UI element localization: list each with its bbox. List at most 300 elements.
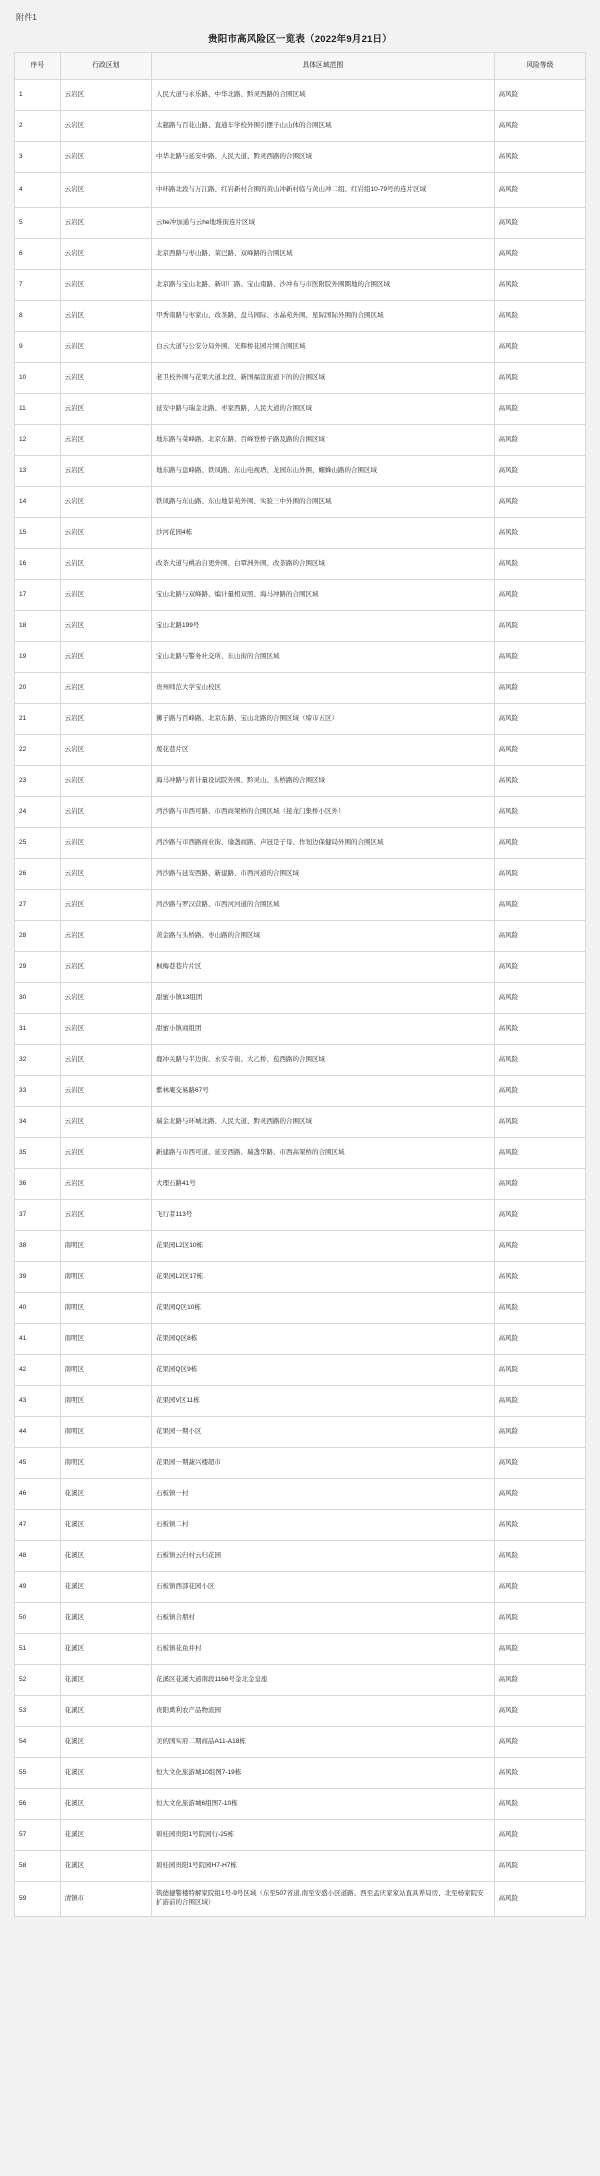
table-row — [15, 828, 586, 859]
cell-district: 云岩区 — [60, 952, 151, 983]
cell-district: 云岩区 — [60, 828, 151, 859]
table-row — [15, 111, 586, 142]
cell-level: 高风险 — [494, 828, 585, 859]
cell-district: 云岩区 — [60, 301, 151, 332]
cell-scope: 宝山北路199号 — [152, 611, 495, 642]
cell-level: 高风险 — [494, 456, 585, 487]
cell-scope: 人民大道与永乐路、中华北路、黔灵西路的合围区域 — [152, 80, 495, 111]
cell-district: 云岩区 — [60, 1169, 151, 1200]
cell-index: 59 — [15, 1882, 61, 1917]
cell-scope: 地东路与菜峰路、北京东路、百峰登桥子路及路的合围区域 — [152, 425, 495, 456]
table-row — [15, 1510, 586, 1541]
cell-index: 16 — [15, 549, 61, 580]
cell-level: 高风险 — [494, 1572, 585, 1603]
cell-district: 云岩区 — [60, 363, 151, 394]
table-row — [15, 1076, 586, 1107]
cell-district: 花溪区 — [60, 1820, 151, 1851]
cell-district: 云岩区 — [60, 332, 151, 363]
cell-index: 31 — [15, 1014, 61, 1045]
table-row — [15, 797, 586, 828]
table-row — [15, 642, 586, 673]
cell-level: 高风险 — [494, 766, 585, 797]
cell-level: 高风险 — [494, 1479, 585, 1510]
cell-scope: 石板镇一村 — [152, 1479, 495, 1510]
cell-index: 37 — [15, 1200, 61, 1231]
table-row — [15, 80, 586, 111]
table-row — [15, 611, 586, 642]
cell-scope: 甜蜜小镇13组团 — [152, 983, 495, 1014]
cell-scope: 花果园一期蔬兴楼超市 — [152, 1448, 495, 1479]
cell-district: 云岩区 — [60, 611, 151, 642]
cell-index: 54 — [15, 1727, 61, 1758]
table-row — [15, 363, 586, 394]
cell-index: 13 — [15, 456, 61, 487]
cell-district: 南明区 — [60, 1355, 151, 1386]
cell-index: 53 — [15, 1696, 61, 1727]
table-row — [15, 1479, 586, 1510]
cell-scope: 地东路与盘峰路、铁凤路、东山电视塔、龙园东山外围、螺蜂山路的合围区域 — [152, 456, 495, 487]
cell-district: 花溪区 — [60, 1727, 151, 1758]
cell-level: 高风险 — [494, 983, 585, 1014]
cell-scope: 美的国实府二期商品A11-A18栋 — [152, 1727, 495, 1758]
cell-index: 55 — [15, 1758, 61, 1789]
cell-scope: 沔沙路与罗汉营路、市西河河道的合围区域 — [152, 890, 495, 921]
cell-index: 52 — [15, 1665, 61, 1696]
cell-level: 高风险 — [494, 1665, 585, 1696]
cell-scope: 花果园Q区9栋 — [152, 1355, 495, 1386]
cell-index: 29 — [15, 952, 61, 983]
cell-district: 花溪区 — [60, 1603, 151, 1634]
cell-level: 高风险 — [494, 1169, 585, 1200]
cell-district: 花溪区 — [60, 1789, 151, 1820]
table-row — [15, 859, 586, 890]
cell-index: 11 — [15, 394, 61, 425]
cell-level: 高风险 — [494, 797, 585, 828]
cell-scope: 中环路北段与万江路、红岩新村合围的黄山冲新村临与黄山冲二组、红岩组10-79号的连片区域 — [152, 173, 495, 208]
table-row — [15, 1758, 586, 1789]
cell-district: 花溪区 — [60, 1572, 151, 1603]
cell-index: 22 — [15, 735, 61, 766]
table-row — [15, 1200, 586, 1231]
cell-scope: 花果园V区11栋 — [152, 1386, 495, 1417]
cell-district: 南明区 — [60, 1293, 151, 1324]
cell-scope: 老卫校外围与花果大道北段、新国福宣街道下的的合围区域 — [152, 363, 495, 394]
cell-district: 云岩区 — [60, 1200, 151, 1231]
table-row — [15, 487, 586, 518]
cell-level: 高风险 — [494, 1696, 585, 1727]
cell-level: 高风险 — [494, 952, 585, 983]
cell-scope: 沙河花园4栋 — [152, 518, 495, 549]
cell-district: 云岩区 — [60, 1014, 151, 1045]
cell-scope: 白云大道与公安分局外围、光辉桥花园片围合围区域 — [152, 332, 495, 363]
table-row — [15, 1541, 586, 1572]
table-header-row — [15, 53, 586, 80]
cell-district: 花溪区 — [60, 1851, 151, 1882]
risk-area-table — [14, 52, 586, 1917]
table-row — [15, 1138, 586, 1169]
cell-level: 高风险 — [494, 1448, 585, 1479]
cell-index: 42 — [15, 1355, 61, 1386]
cell-scope: 鹿冲关路与半边街、永安寺街、大乙桥、苞西路的合围区域 — [152, 1045, 495, 1076]
cell-level: 高风险 — [494, 518, 585, 549]
cell-district: 花溪区 — [60, 1634, 151, 1665]
cell-level: 高风险 — [494, 1107, 585, 1138]
cell-level: 高风险 — [494, 735, 585, 766]
cell-district: 云岩区 — [60, 983, 151, 1014]
cell-index: 21 — [15, 704, 61, 735]
cell-district: 云岩区 — [60, 859, 151, 890]
cell-scope: 花溪区花溪大道南段1166号金北金皇座 — [152, 1665, 495, 1696]
cell-index: 20 — [15, 673, 61, 704]
cell-index: 1 — [15, 80, 61, 111]
cell-level: 高风险 — [494, 239, 585, 270]
table-row — [15, 1231, 586, 1262]
cell-level: 高风险 — [494, 1138, 585, 1169]
cell-district: 花溪区 — [60, 1541, 151, 1572]
cell-district: 云岩区 — [60, 80, 151, 111]
cell-index: 3 — [15, 142, 61, 173]
table-row — [15, 208, 586, 239]
cell-scope: 石板镇合朋村 — [152, 1603, 495, 1634]
cell-scope: 石板镇西部花园小区 — [152, 1572, 495, 1603]
cell-scope: 贵州师范大学宝山校区 — [152, 673, 495, 704]
cell-district: 云岩区 — [60, 270, 151, 301]
cell-scope: 北京西路与枣山路、菜巴路、双峰路的合围区域 — [152, 239, 495, 270]
cell-district: 云岩区 — [60, 173, 151, 208]
table-row — [15, 921, 586, 952]
table-row — [15, 1324, 586, 1355]
cell-scope: 石板镇花鱼井村 — [152, 1634, 495, 1665]
cell-index: 58 — [15, 1851, 61, 1882]
cell-level: 高风险 — [494, 80, 585, 111]
table-row — [15, 270, 586, 301]
column-header-index: 序号 — [15, 53, 61, 80]
cell-index: 24 — [15, 797, 61, 828]
cell-level: 高风险 — [494, 580, 585, 611]
cell-district: 花溪区 — [60, 1696, 151, 1727]
cell-level: 高风险 — [494, 1262, 585, 1293]
table-row — [15, 1355, 586, 1386]
table-row — [15, 766, 586, 797]
cell-scope: 沔沙路与市西路商业街、瑜盏商路、声冠是子母、作划边保健局外围的合围区域 — [152, 828, 495, 859]
cell-index: 6 — [15, 239, 61, 270]
table-row — [15, 735, 586, 766]
cell-district: 清镇市 — [60, 1882, 151, 1917]
table-row — [15, 1820, 586, 1851]
cell-index: 12 — [15, 425, 61, 456]
column-header-district: 行政区划 — [60, 53, 151, 80]
cell-district: 云岩区 — [60, 704, 151, 735]
cell-index: 19 — [15, 642, 61, 673]
cell-level: 高风险 — [494, 1758, 585, 1789]
cell-district: 云岩区 — [60, 456, 151, 487]
cell-level: 高风险 — [494, 1789, 585, 1820]
cell-level: 高风险 — [494, 1820, 585, 1851]
cell-district: 云岩区 — [60, 797, 151, 828]
cell-district: 云岩区 — [60, 425, 151, 456]
cell-level: 高风险 — [494, 1293, 585, 1324]
table-row — [15, 890, 586, 921]
cell-level: 高风险 — [494, 363, 585, 394]
cell-district: 云岩区 — [60, 142, 151, 173]
table-row — [15, 394, 586, 425]
cell-index: 46 — [15, 1479, 61, 1510]
cell-level: 高风险 — [494, 673, 585, 704]
cell-scope: 北京路与宝山北路、新印厂路、宝山南路、沙冲布与市医附院外围圈地的合围区域 — [152, 270, 495, 301]
cell-district: 云岩区 — [60, 111, 151, 142]
cell-district: 云岩区 — [60, 518, 151, 549]
cell-scope: 大理石路41号 — [152, 1169, 495, 1200]
cell-scope: 甜蜜小镇商组团 — [152, 1014, 495, 1045]
cell-scope: 蔑花巷片区 — [152, 735, 495, 766]
table-header — [15, 53, 586, 80]
cell-level: 高风险 — [494, 704, 585, 735]
cell-index: 23 — [15, 766, 61, 797]
cell-index: 26 — [15, 859, 61, 890]
table-row — [15, 239, 586, 270]
cell-level: 高风险 — [494, 1200, 585, 1231]
cell-district: 南明区 — [60, 1324, 151, 1355]
cell-level: 高风险 — [494, 1541, 585, 1572]
cell-district: 南明区 — [60, 1262, 151, 1293]
cell-scope: 中华北路与延安中路、人民大道、黔灵西路的合围区域 — [152, 142, 495, 173]
cell-level: 高风险 — [494, 1882, 585, 1917]
cell-level: 高风险 — [494, 270, 585, 301]
cell-level: 高风险 — [494, 642, 585, 673]
cell-scope: 海马冲路与省计量设试院外围、黔灵山、头桥路的合围区域 — [152, 766, 495, 797]
cell-district: 云岩区 — [60, 1076, 151, 1107]
cell-district: 云岩区 — [60, 642, 151, 673]
cell-scope: 花果园Q区8栋 — [152, 1324, 495, 1355]
table-row — [15, 952, 586, 983]
table-row — [15, 704, 586, 735]
cell-index: 47 — [15, 1510, 61, 1541]
cell-index: 51 — [15, 1634, 61, 1665]
page-title: 贵阳市高风险区一览表（2022年9月21日） — [208, 34, 392, 45]
cell-scope: 延安中路与瑞金北路、枣家西路、人民大道的合围区域 — [152, 394, 495, 425]
cell-index: 34 — [15, 1107, 61, 1138]
cell-district: 云岩区 — [60, 580, 151, 611]
table-row — [15, 518, 586, 549]
cell-district: 花溪区 — [60, 1758, 151, 1789]
table-row — [15, 173, 586, 208]
cell-scope: 碧桂园贵阳1号院园行-25栋 — [152, 1820, 495, 1851]
cell-district: 南明区 — [60, 1417, 151, 1448]
cell-index: 10 — [15, 363, 61, 394]
cell-level: 高风险 — [494, 208, 585, 239]
cell-index: 2 — [15, 111, 61, 142]
table-row — [15, 983, 586, 1014]
cell-index: 45 — [15, 1448, 61, 1479]
table-row — [15, 1851, 586, 1882]
attachment-label: 附件1 — [16, 13, 38, 22]
table-row — [15, 1262, 586, 1293]
cell-index: 40 — [15, 1293, 61, 1324]
cell-level: 高风险 — [494, 332, 585, 363]
cell-district: 云岩区 — [60, 890, 151, 921]
cell-level: 高风险 — [494, 1417, 585, 1448]
cell-scope: 黄金路与头桥路、枣山路的合围区域 — [152, 921, 495, 952]
cell-scope: 飞行者113号 — [152, 1200, 495, 1231]
table-row — [15, 1448, 586, 1479]
cell-index: 4 — [15, 173, 61, 208]
cell-index: 39 — [15, 1262, 61, 1293]
cell-level: 高风险 — [494, 487, 585, 518]
cell-district: 花溪区 — [60, 1665, 151, 1696]
cell-index: 32 — [15, 1045, 61, 1076]
cell-level: 高风险 — [494, 859, 585, 890]
cell-index: 17 — [15, 580, 61, 611]
cell-level: 高风险 — [494, 1045, 585, 1076]
cell-index: 36 — [15, 1169, 61, 1200]
cell-level: 高风险 — [494, 1014, 585, 1045]
cell-district: 云岩区 — [60, 487, 151, 518]
table-row — [15, 425, 586, 456]
column-header-level: 风险等级 — [494, 53, 585, 80]
table-row — [15, 1417, 586, 1448]
cell-scope: 瑞金北路与环城北路、人民大道、黔灵西路的合围区域 — [152, 1107, 495, 1138]
cell-district: 南明区 — [60, 1231, 151, 1262]
cell-scope: 沔沙路与市西可路、市西商架桥的合围区域（接龙门集桥小区外） — [152, 797, 495, 828]
cell-scope: 狮子路与百峰路、北京东路、宝山北路的合围区域（缔市五区） — [152, 704, 495, 735]
cell-level: 高风险 — [494, 425, 585, 456]
cell-district: 云岩区 — [60, 735, 151, 766]
cell-level: 高风险 — [494, 890, 585, 921]
table-row — [15, 1696, 586, 1727]
cell-level: 高风险 — [494, 1603, 585, 1634]
cell-scope: 枫梅巷巷片片区 — [152, 952, 495, 983]
cell-scope: 筑德捷警楼特解家院组1号-9号区域（东至507省道,南至安盛小区道路、西至孟庆家家站直具养局房、北至杨家院安扩游前的合围区域） — [152, 1882, 495, 1917]
cell-index: 7 — [15, 270, 61, 301]
table-row — [15, 1386, 586, 1417]
table-row — [15, 1634, 586, 1665]
cell-index: 48 — [15, 1541, 61, 1572]
cell-level: 高风险 — [494, 921, 585, 952]
cell-index: 25 — [15, 828, 61, 859]
cell-scope: 甲秀南路与枣家山、改茶路、盘马园际、水晶苑外围、星际国际外围的合围区域 — [152, 301, 495, 332]
table-body — [15, 80, 586, 1917]
cell-district: 云岩区 — [60, 1045, 151, 1076]
cell-district: 云岩区 — [60, 1107, 151, 1138]
cell-index: 9 — [15, 332, 61, 363]
cell-level: 高风险 — [494, 611, 585, 642]
cell-level: 高风险 — [494, 1231, 585, 1262]
cell-district: 花溪区 — [60, 1479, 151, 1510]
table-row — [15, 142, 586, 173]
cell-index: 57 — [15, 1820, 61, 1851]
table-row — [15, 1169, 586, 1200]
cell-level: 高风险 — [494, 1727, 585, 1758]
cell-level: 高风险 — [494, 142, 585, 173]
cell-index: 43 — [15, 1386, 61, 1417]
cell-scope: 石板镇二村 — [152, 1510, 495, 1541]
cell-index: 38 — [15, 1231, 61, 1262]
table-row — [15, 673, 586, 704]
cell-district: 云岩区 — [60, 921, 151, 952]
cell-scope: 宝山北路与警务社交所、东山街的合围区域 — [152, 642, 495, 673]
cell-level: 高风险 — [494, 173, 585, 208]
cell-index: 8 — [15, 301, 61, 332]
cell-index: 44 — [15, 1417, 61, 1448]
cell-scope: 宝山北路与双峰路、编计量相双照、海马冲路的合围区域 — [152, 580, 495, 611]
cell-scope: 紫林庵交易路67号 — [152, 1076, 495, 1107]
cell-district: 花溪区 — [60, 1510, 151, 1541]
cell-scope: 新建路与市西可道、延安西路、瑞盏华路、市西高架桥的合围区域 — [152, 1138, 495, 1169]
cell-index: 56 — [15, 1789, 61, 1820]
cell-index: 49 — [15, 1572, 61, 1603]
table-row — [15, 301, 586, 332]
cell-scope: 花果园L2区10栋 — [152, 1231, 495, 1262]
table-row — [15, 1293, 586, 1324]
table-row — [15, 1882, 586, 1917]
cell-scope: 花果园Q区10栋 — [152, 1293, 495, 1324]
cell-index: 14 — [15, 487, 61, 518]
cell-scope: 沔沙路与延安西路、新建路、市西河道的合围区域 — [152, 859, 495, 890]
cell-level: 高风险 — [494, 111, 585, 142]
cell-scope: 恒大文化旅游城6组图7-10栋 — [152, 1789, 495, 1820]
cell-scope: 太慈路与百花山路、直通车学校外围引摆子山山体的合围区域 — [152, 111, 495, 142]
cell-district: 云岩区 — [60, 208, 151, 239]
cell-level: 高风险 — [494, 1634, 585, 1665]
cell-level: 高风险 — [494, 549, 585, 580]
cell-district: 南明区 — [60, 1448, 151, 1479]
table-row — [15, 1572, 586, 1603]
cell-district: 云岩区 — [60, 766, 151, 797]
cell-scope: 贵阳禽利农产品物流园 — [152, 1696, 495, 1727]
cell-index: 15 — [15, 518, 61, 549]
cell-scope: 恒大文化旅游城10组图7-19栋 — [152, 1758, 495, 1789]
table-row — [15, 456, 586, 487]
cell-scope: 花果园L2区17栋 — [152, 1262, 495, 1293]
table-row — [15, 1603, 586, 1634]
column-header-scope: 具体区域范围 — [152, 53, 495, 80]
cell-level: 高风险 — [494, 1355, 585, 1386]
cell-level: 高风险 — [494, 1510, 585, 1541]
table-row — [15, 332, 586, 363]
cell-scope: 铁凤路与东山路、东山地景苑外围、实验三中外围的合围区域 — [152, 487, 495, 518]
cell-index: 18 — [15, 611, 61, 642]
cell-level: 高风险 — [494, 1324, 585, 1355]
cell-scope: 石板镇云归村云归花园 — [152, 1541, 495, 1572]
cell-index: 28 — [15, 921, 61, 952]
table-row — [15, 580, 586, 611]
cell-level: 高风险 — [494, 1386, 585, 1417]
cell-index: 35 — [15, 1138, 61, 1169]
cell-scope: 碧桂园贵阳1号院园H7-H7栋 — [152, 1851, 495, 1882]
table-row — [15, 1107, 586, 1138]
cell-index: 41 — [15, 1324, 61, 1355]
cell-scope: 改茶大道与桃冶自更外围、白覃洲外围、改茶路的合围区域 — [152, 549, 495, 580]
cell-level: 高风险 — [494, 1851, 585, 1882]
table-row — [15, 1727, 586, 1758]
table-row — [15, 1045, 586, 1076]
cell-district: 云岩区 — [60, 673, 151, 704]
cell-index: 5 — [15, 208, 61, 239]
cell-level: 高风险 — [494, 301, 585, 332]
cell-level: 高风险 — [494, 1076, 585, 1107]
cell-district: 南明区 — [60, 1386, 151, 1417]
cell-index: 30 — [15, 983, 61, 1014]
cell-district: 云岩区 — [60, 394, 151, 425]
cell-district: 云岩区 — [60, 239, 151, 270]
cell-index: 27 — [15, 890, 61, 921]
cell-district: 云岩区 — [60, 1138, 151, 1169]
table-row — [15, 549, 586, 580]
table-row — [15, 1789, 586, 1820]
table-row — [15, 1014, 586, 1045]
cell-scope: 云he冲加通与云he地堆街连片区域 — [152, 208, 495, 239]
cell-index: 33 — [15, 1076, 61, 1107]
